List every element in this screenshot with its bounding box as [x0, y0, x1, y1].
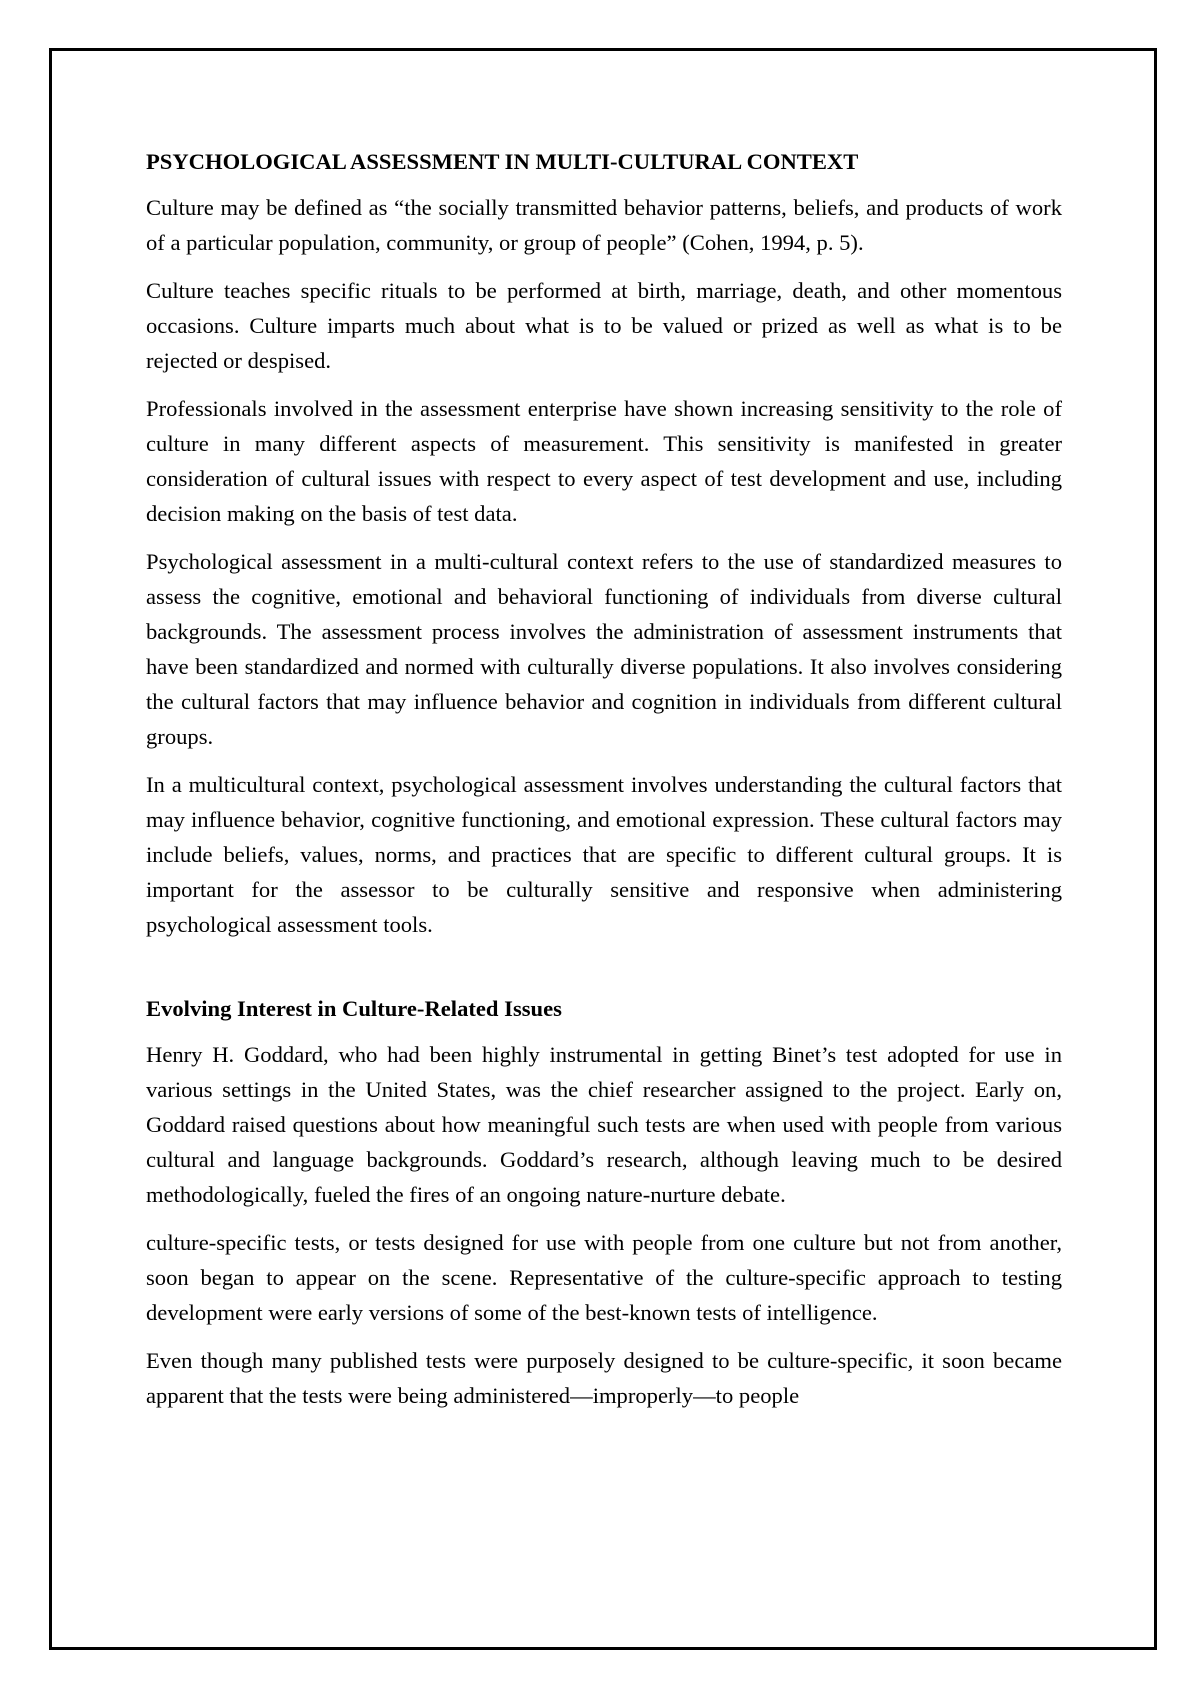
paragraph: Henry H. Goddard, who had been highly instrumental in getting Binet’s test adopted for use in various settings in the United States, was the chief researcher assigned to the project. Early on, Goddard raised questions about how meaningful such tests are when used with people from various cultural and language backgrounds. Goddard’s research, although leaving much to be desired methodologically, fueled the fires of an ongoing nature-nurture debate. — [146, 1042, 1062, 1207]
paragraph: Culture teaches specific rituals to be performed at birth, marriage, death, and other momentous occasions. Culture imparts much about what is to be valued or prized as well as what is to be rejected or despised. — [146, 278, 1062, 373]
section-heading: Evolving Interest in Culture-Related Issues — [146, 996, 562, 1021]
paragraph: culture-specific tests, or tests designed for use with people from one culture but not from another, soon began to appear on the scene. Representative of the culture-specific approach to testing development were early versions of some of the best-known tests of intelligence. — [146, 1230, 1062, 1325]
paragraph: Even though many published tests were purposely designed to be culture-specific, it soon became apparent that the tests were being administered—improperly—to people — [146, 1348, 1062, 1408]
document-body — [146, 144, 1062, 1426]
paragraph: Culture may be defined as “the socially transmitted behavior patterns, beliefs, and products of work of a particular population, community, or group of people” (Cohen, 1994, p. 5). — [146, 195, 1062, 255]
paragraph: Professionals involved in the assessment enterprise have shown increasing sensitivity to the role of culture in many different aspects of measurement. This sensitivity is manifested in greater consideration of cultural issues with respect to every aspect of test development and use, including decision making on the basis of test data. — [146, 396, 1062, 526]
paragraph: In a multicultural context, psychological assessment involves understanding the cultural factors that may influence behavior, cognitive functioning, and emotional expression. These cultural factors may include beliefs, values, norms, and practices that are specific to different cultural groups. It is important for the assessor to be culturally sensitive and responsive when administering psychological assessment tools. — [146, 772, 1062, 937]
section-spacer — [146, 955, 1062, 991]
paragraph: Psychological assessment in a multi-cultural context refers to the use of standardized measures to assess the cognitive, emotional and behavioral functioning of individuals from diverse cultural backgrounds. The assessment process involves the administration of assessment instruments that have been standardized and normed with culturally diverse populations. It also involves considering the cultural factors that may influence behavior and cognition in individuals from different cultural groups. — [146, 549, 1062, 749]
document-title: PSYCHOLOGICAL ASSESSMENT IN MULTI-CULTURAL CONTEXT — [146, 149, 859, 174]
